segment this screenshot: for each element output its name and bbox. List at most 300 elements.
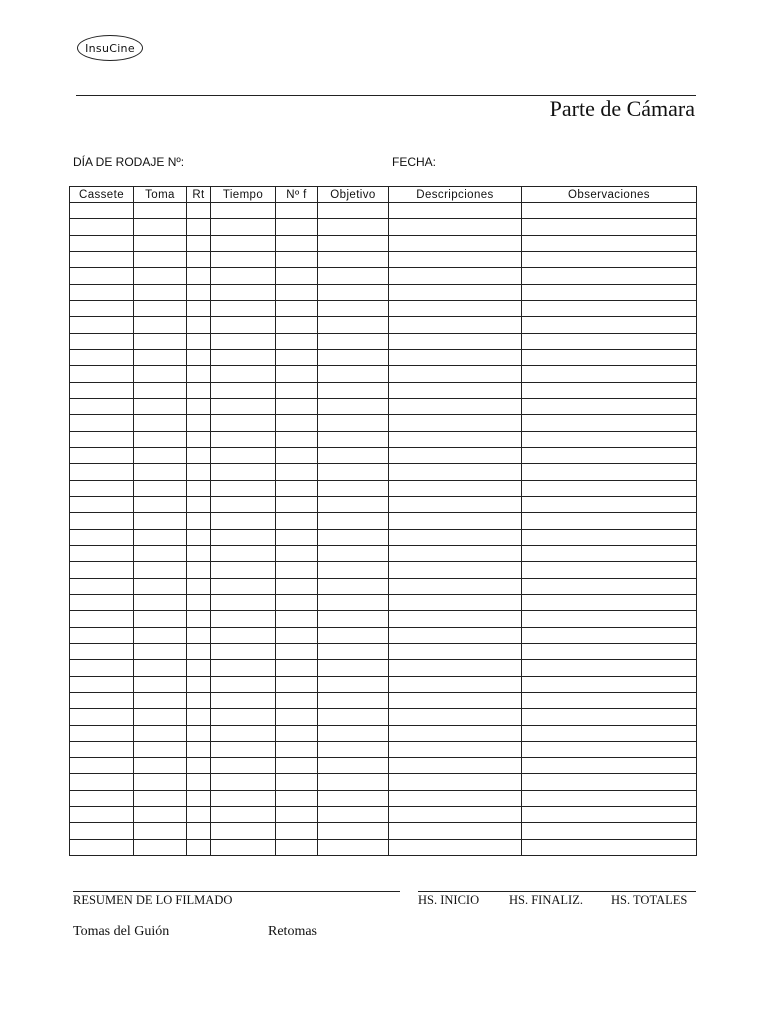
table-cell[interactable] bbox=[211, 235, 276, 251]
table-cell[interactable] bbox=[187, 496, 211, 512]
table-cell[interactable] bbox=[70, 203, 134, 219]
table-cell[interactable] bbox=[389, 790, 522, 806]
table-cell[interactable] bbox=[522, 235, 697, 251]
table-cell[interactable] bbox=[522, 268, 697, 284]
table-cell[interactable] bbox=[318, 807, 389, 823]
table-cell[interactable] bbox=[389, 300, 522, 316]
table-cell[interactable] bbox=[389, 235, 522, 251]
table-cell[interactable] bbox=[70, 741, 134, 757]
table-cell[interactable] bbox=[389, 431, 522, 447]
table-cell[interactable] bbox=[211, 741, 276, 757]
table-cell[interactable] bbox=[318, 823, 389, 839]
table-cell[interactable] bbox=[70, 431, 134, 447]
table-cell[interactable] bbox=[211, 643, 276, 659]
table-cell[interactable] bbox=[187, 758, 211, 774]
table-cell[interactable] bbox=[318, 366, 389, 382]
table-cell[interactable] bbox=[70, 415, 134, 431]
table-cell[interactable] bbox=[318, 774, 389, 790]
table-cell[interactable] bbox=[134, 758, 187, 774]
table-cell[interactable] bbox=[389, 284, 522, 300]
table-cell[interactable] bbox=[134, 774, 187, 790]
table-cell[interactable] bbox=[389, 317, 522, 333]
table-cell[interactable] bbox=[134, 235, 187, 251]
table-cell[interactable] bbox=[134, 219, 187, 235]
table-cell[interactable] bbox=[318, 284, 389, 300]
table-cell[interactable] bbox=[70, 676, 134, 692]
table-cell[interactable] bbox=[318, 219, 389, 235]
table-cell[interactable] bbox=[389, 823, 522, 839]
table-cell[interactable] bbox=[187, 643, 211, 659]
table-cell[interactable] bbox=[187, 366, 211, 382]
table-cell[interactable] bbox=[70, 349, 134, 365]
table-cell[interactable] bbox=[70, 300, 134, 316]
table-cell[interactable] bbox=[389, 219, 522, 235]
table-cell[interactable] bbox=[134, 578, 187, 594]
table-cell[interactable] bbox=[522, 790, 697, 806]
table-cell[interactable] bbox=[70, 823, 134, 839]
table-cell[interactable] bbox=[276, 398, 318, 414]
table-cell[interactable] bbox=[70, 758, 134, 774]
table-cell[interactable] bbox=[134, 382, 187, 398]
table-cell[interactable] bbox=[318, 643, 389, 659]
table-cell[interactable] bbox=[276, 300, 318, 316]
table-cell[interactable] bbox=[318, 300, 389, 316]
table-cell[interactable] bbox=[134, 203, 187, 219]
table-cell[interactable] bbox=[389, 709, 522, 725]
table-cell[interactable] bbox=[389, 611, 522, 627]
table-cell[interactable] bbox=[318, 660, 389, 676]
table-cell[interactable] bbox=[134, 284, 187, 300]
table-cell[interactable] bbox=[211, 790, 276, 806]
table-cell[interactable] bbox=[187, 447, 211, 463]
table-cell[interactable] bbox=[318, 333, 389, 349]
table-cell[interactable] bbox=[134, 790, 187, 806]
table-cell[interactable] bbox=[276, 349, 318, 365]
table-cell[interactable] bbox=[211, 692, 276, 708]
table-cell[interactable] bbox=[318, 578, 389, 594]
table-cell[interactable] bbox=[389, 447, 522, 463]
table-cell[interactable] bbox=[187, 480, 211, 496]
table-cell[interactable] bbox=[389, 415, 522, 431]
table-cell[interactable] bbox=[318, 594, 389, 610]
table-cell[interactable] bbox=[134, 398, 187, 414]
table-cell[interactable] bbox=[70, 545, 134, 561]
table-cell[interactable] bbox=[187, 529, 211, 545]
table-cell[interactable] bbox=[187, 545, 211, 561]
table-cell[interactable] bbox=[522, 823, 697, 839]
table-cell[interactable] bbox=[389, 268, 522, 284]
table-cell[interactable] bbox=[276, 496, 318, 512]
table-cell[interactable] bbox=[70, 268, 134, 284]
table-cell[interactable] bbox=[134, 415, 187, 431]
table-cell[interactable] bbox=[276, 562, 318, 578]
table-cell[interactable] bbox=[318, 415, 389, 431]
table-cell[interactable] bbox=[276, 643, 318, 659]
table-cell[interactable] bbox=[187, 741, 211, 757]
table-cell[interactable] bbox=[211, 611, 276, 627]
table-cell[interactable] bbox=[134, 496, 187, 512]
table-cell[interactable] bbox=[134, 333, 187, 349]
table-cell[interactable] bbox=[187, 268, 211, 284]
table-cell[interactable] bbox=[318, 790, 389, 806]
table-cell[interactable] bbox=[211, 529, 276, 545]
table-cell[interactable] bbox=[522, 758, 697, 774]
table-cell[interactable] bbox=[187, 709, 211, 725]
table-cell[interactable] bbox=[70, 643, 134, 659]
table-cell[interactable] bbox=[318, 349, 389, 365]
table-cell[interactable] bbox=[522, 398, 697, 414]
table-cell[interactable] bbox=[134, 317, 187, 333]
table-cell[interactable] bbox=[276, 333, 318, 349]
table-cell[interactable] bbox=[211, 349, 276, 365]
table-cell[interactable] bbox=[389, 676, 522, 692]
table-cell[interactable] bbox=[187, 398, 211, 414]
table-cell[interactable] bbox=[211, 578, 276, 594]
table-cell[interactable] bbox=[276, 268, 318, 284]
table-cell[interactable] bbox=[522, 676, 697, 692]
table-cell[interactable] bbox=[389, 366, 522, 382]
table-cell[interactable] bbox=[318, 268, 389, 284]
table-cell[interactable] bbox=[318, 235, 389, 251]
table-cell[interactable] bbox=[389, 480, 522, 496]
table-cell[interactable] bbox=[318, 725, 389, 741]
table-cell[interactable] bbox=[134, 725, 187, 741]
table-cell[interactable] bbox=[187, 807, 211, 823]
table-cell[interactable] bbox=[276, 774, 318, 790]
table-cell[interactable] bbox=[211, 382, 276, 398]
table-cell[interactable] bbox=[211, 676, 276, 692]
table-cell[interactable] bbox=[318, 317, 389, 333]
table-cell[interactable] bbox=[211, 251, 276, 267]
table-cell[interactable] bbox=[522, 660, 697, 676]
table-cell[interactable] bbox=[522, 709, 697, 725]
table-cell[interactable] bbox=[318, 251, 389, 267]
table-cell[interactable] bbox=[522, 480, 697, 496]
table-cell[interactable] bbox=[211, 496, 276, 512]
table-cell[interactable] bbox=[187, 317, 211, 333]
table-cell[interactable] bbox=[211, 317, 276, 333]
table-cell[interactable] bbox=[187, 382, 211, 398]
table-cell[interactable] bbox=[211, 415, 276, 431]
table-cell[interactable] bbox=[318, 709, 389, 725]
table-cell[interactable] bbox=[70, 790, 134, 806]
table-cell[interactable] bbox=[187, 431, 211, 447]
table-cell[interactable] bbox=[134, 594, 187, 610]
table-cell[interactable] bbox=[187, 251, 211, 267]
table-cell[interactable] bbox=[276, 725, 318, 741]
table-cell[interactable] bbox=[389, 382, 522, 398]
table-cell[interactable] bbox=[318, 496, 389, 512]
table-cell[interactable] bbox=[522, 284, 697, 300]
table-cell[interactable] bbox=[187, 627, 211, 643]
table-cell[interactable] bbox=[389, 562, 522, 578]
table-cell[interactable] bbox=[389, 398, 522, 414]
table-cell[interactable] bbox=[187, 578, 211, 594]
table-cell[interactable] bbox=[389, 349, 522, 365]
table-cell[interactable] bbox=[522, 431, 697, 447]
table-cell[interactable] bbox=[211, 839, 276, 855]
table-cell[interactable] bbox=[70, 219, 134, 235]
table-cell[interactable] bbox=[522, 496, 697, 512]
table-cell[interactable] bbox=[70, 725, 134, 741]
table-cell[interactable] bbox=[389, 545, 522, 561]
table-cell[interactable] bbox=[318, 545, 389, 561]
table-cell[interactable] bbox=[70, 480, 134, 496]
table-cell[interactable] bbox=[211, 627, 276, 643]
table-cell[interactable] bbox=[134, 251, 187, 267]
table-cell[interactable] bbox=[134, 709, 187, 725]
table-cell[interactable] bbox=[70, 382, 134, 398]
table-cell[interactable] bbox=[522, 317, 697, 333]
table-cell[interactable] bbox=[522, 774, 697, 790]
table-cell[interactable] bbox=[318, 398, 389, 414]
table-cell[interactable] bbox=[134, 529, 187, 545]
table-cell[interactable] bbox=[389, 529, 522, 545]
table-cell[interactable] bbox=[318, 203, 389, 219]
table-cell[interactable] bbox=[276, 807, 318, 823]
table-cell[interactable] bbox=[318, 464, 389, 480]
table-cell[interactable] bbox=[187, 513, 211, 529]
table-cell[interactable] bbox=[70, 578, 134, 594]
table-cell[interactable] bbox=[70, 839, 134, 855]
table-cell[interactable] bbox=[70, 594, 134, 610]
table-cell[interactable] bbox=[134, 366, 187, 382]
table-cell[interactable] bbox=[389, 807, 522, 823]
table-cell[interactable] bbox=[70, 807, 134, 823]
table-cell[interactable] bbox=[389, 741, 522, 757]
table-cell[interactable] bbox=[211, 660, 276, 676]
table-cell[interactable] bbox=[318, 839, 389, 855]
table-cell[interactable] bbox=[187, 415, 211, 431]
table-cell[interactable] bbox=[522, 594, 697, 610]
table-cell[interactable] bbox=[522, 513, 697, 529]
table-cell[interactable] bbox=[211, 268, 276, 284]
table-cell[interactable] bbox=[276, 480, 318, 496]
table-cell[interactable] bbox=[522, 366, 697, 382]
table-cell[interactable] bbox=[522, 300, 697, 316]
table-cell[interactable] bbox=[70, 447, 134, 463]
table-cell[interactable] bbox=[522, 333, 697, 349]
table-cell[interactable] bbox=[211, 545, 276, 561]
table-cell[interactable] bbox=[187, 464, 211, 480]
table-cell[interactable] bbox=[187, 203, 211, 219]
table-cell[interactable] bbox=[389, 839, 522, 855]
table-cell[interactable] bbox=[70, 513, 134, 529]
table-cell[interactable] bbox=[187, 790, 211, 806]
table-cell[interactable] bbox=[522, 219, 697, 235]
table-cell[interactable] bbox=[211, 447, 276, 463]
table-cell[interactable] bbox=[211, 203, 276, 219]
table-cell[interactable] bbox=[134, 807, 187, 823]
table-cell[interactable] bbox=[211, 594, 276, 610]
table-cell[interactable] bbox=[522, 578, 697, 594]
table-cell[interactable] bbox=[522, 203, 697, 219]
table-cell[interactable] bbox=[318, 480, 389, 496]
table-cell[interactable] bbox=[522, 643, 697, 659]
table-cell[interactable] bbox=[70, 333, 134, 349]
table-cell[interactable] bbox=[276, 235, 318, 251]
table-cell[interactable] bbox=[134, 464, 187, 480]
table-cell[interactable] bbox=[134, 823, 187, 839]
table-cell[interactable] bbox=[70, 611, 134, 627]
table-cell[interactable] bbox=[276, 317, 318, 333]
table-cell[interactable] bbox=[522, 382, 697, 398]
table-cell[interactable] bbox=[318, 758, 389, 774]
table-cell[interactable] bbox=[318, 562, 389, 578]
table-cell[interactable] bbox=[522, 415, 697, 431]
table-cell[interactable] bbox=[389, 464, 522, 480]
table-cell[interactable] bbox=[522, 529, 697, 545]
table-cell[interactable] bbox=[276, 464, 318, 480]
table-cell[interactable] bbox=[70, 366, 134, 382]
table-cell[interactable] bbox=[389, 643, 522, 659]
table-cell[interactable] bbox=[522, 692, 697, 708]
table-cell[interactable] bbox=[211, 219, 276, 235]
table-cell[interactable] bbox=[70, 284, 134, 300]
table-cell[interactable] bbox=[70, 317, 134, 333]
table-cell[interactable] bbox=[187, 660, 211, 676]
table-cell[interactable] bbox=[276, 594, 318, 610]
table-cell[interactable] bbox=[318, 529, 389, 545]
table-cell[interactable] bbox=[211, 774, 276, 790]
table-cell[interactable] bbox=[211, 513, 276, 529]
table-cell[interactable] bbox=[70, 774, 134, 790]
table-cell[interactable] bbox=[187, 692, 211, 708]
table-cell[interactable] bbox=[318, 692, 389, 708]
table-cell[interactable] bbox=[187, 235, 211, 251]
table-cell[interactable] bbox=[70, 692, 134, 708]
table-cell[interactable] bbox=[276, 741, 318, 757]
table-cell[interactable] bbox=[276, 366, 318, 382]
table-cell[interactable] bbox=[276, 611, 318, 627]
table-cell[interactable] bbox=[134, 431, 187, 447]
table-cell[interactable] bbox=[187, 823, 211, 839]
table-cell[interactable] bbox=[318, 741, 389, 757]
table-cell[interactable] bbox=[134, 480, 187, 496]
table-cell[interactable] bbox=[276, 529, 318, 545]
table-cell[interactable] bbox=[187, 594, 211, 610]
table-cell[interactable] bbox=[211, 398, 276, 414]
table-cell[interactable] bbox=[134, 627, 187, 643]
table-cell[interactable] bbox=[134, 839, 187, 855]
table-cell[interactable] bbox=[70, 496, 134, 512]
table-cell[interactable] bbox=[211, 823, 276, 839]
table-cell[interactable] bbox=[389, 203, 522, 219]
table-cell[interactable] bbox=[522, 464, 697, 480]
table-cell[interactable] bbox=[70, 562, 134, 578]
table-cell[interactable] bbox=[134, 660, 187, 676]
table-cell[interactable] bbox=[276, 823, 318, 839]
table-cell[interactable] bbox=[522, 611, 697, 627]
table-cell[interactable] bbox=[276, 839, 318, 855]
table-cell[interactable] bbox=[389, 513, 522, 529]
table-cell[interactable] bbox=[318, 513, 389, 529]
table-cell[interactable] bbox=[522, 349, 697, 365]
table-cell[interactable] bbox=[522, 807, 697, 823]
table-cell[interactable] bbox=[276, 219, 318, 235]
table-cell[interactable] bbox=[522, 545, 697, 561]
table-cell[interactable] bbox=[211, 807, 276, 823]
table-cell[interactable] bbox=[134, 349, 187, 365]
table-cell[interactable] bbox=[522, 251, 697, 267]
table-cell[interactable] bbox=[134, 643, 187, 659]
table-cell[interactable] bbox=[522, 839, 697, 855]
table-cell[interactable] bbox=[211, 709, 276, 725]
table-cell[interactable] bbox=[276, 513, 318, 529]
table-cell[interactable] bbox=[318, 431, 389, 447]
table-cell[interactable] bbox=[211, 758, 276, 774]
table-cell[interactable] bbox=[70, 529, 134, 545]
table-cell[interactable] bbox=[134, 447, 187, 463]
table-cell[interactable] bbox=[318, 382, 389, 398]
table-cell[interactable] bbox=[389, 496, 522, 512]
table-cell[interactable] bbox=[276, 415, 318, 431]
table-cell[interactable] bbox=[187, 562, 211, 578]
table-cell[interactable] bbox=[318, 447, 389, 463]
table-cell[interactable] bbox=[522, 562, 697, 578]
table-cell[interactable] bbox=[134, 611, 187, 627]
table-cell[interactable] bbox=[187, 839, 211, 855]
table-cell[interactable] bbox=[276, 203, 318, 219]
table-cell[interactable] bbox=[389, 251, 522, 267]
table-cell[interactable] bbox=[276, 627, 318, 643]
table-cell[interactable] bbox=[70, 398, 134, 414]
table-cell[interactable] bbox=[276, 251, 318, 267]
table-cell[interactable] bbox=[70, 627, 134, 643]
table-cell[interactable] bbox=[70, 235, 134, 251]
table-cell[interactable] bbox=[318, 611, 389, 627]
table-cell[interactable] bbox=[134, 513, 187, 529]
table-cell[interactable] bbox=[389, 578, 522, 594]
table-cell[interactable] bbox=[389, 725, 522, 741]
table-cell[interactable] bbox=[389, 758, 522, 774]
table-cell[interactable] bbox=[522, 741, 697, 757]
table-cell[interactable] bbox=[211, 725, 276, 741]
table-cell[interactable] bbox=[211, 366, 276, 382]
table-cell[interactable] bbox=[522, 447, 697, 463]
table-cell[interactable] bbox=[276, 660, 318, 676]
table-cell[interactable] bbox=[389, 333, 522, 349]
table-cell[interactable] bbox=[318, 627, 389, 643]
table-cell[interactable] bbox=[276, 692, 318, 708]
table-cell[interactable] bbox=[318, 676, 389, 692]
table-cell[interactable] bbox=[522, 627, 697, 643]
table-cell[interactable] bbox=[70, 251, 134, 267]
table-cell[interactable] bbox=[276, 758, 318, 774]
table-cell[interactable] bbox=[211, 284, 276, 300]
table-cell[interactable] bbox=[70, 709, 134, 725]
table-cell[interactable] bbox=[522, 725, 697, 741]
table-cell[interactable] bbox=[211, 431, 276, 447]
table-cell[interactable] bbox=[389, 594, 522, 610]
table-cell[interactable] bbox=[134, 268, 187, 284]
table-cell[interactable] bbox=[211, 300, 276, 316]
table-cell[interactable] bbox=[389, 660, 522, 676]
table-cell[interactable] bbox=[187, 219, 211, 235]
table-cell[interactable] bbox=[276, 447, 318, 463]
table-cell[interactable] bbox=[276, 709, 318, 725]
table-cell[interactable] bbox=[134, 692, 187, 708]
table-cell[interactable] bbox=[276, 676, 318, 692]
table-cell[interactable] bbox=[187, 774, 211, 790]
table-cell[interactable] bbox=[187, 300, 211, 316]
table-cell[interactable] bbox=[211, 333, 276, 349]
table-cell[interactable] bbox=[389, 774, 522, 790]
table-cell[interactable] bbox=[276, 382, 318, 398]
table-cell[interactable] bbox=[211, 562, 276, 578]
table-cell[interactable] bbox=[276, 431, 318, 447]
table-cell[interactable] bbox=[187, 611, 211, 627]
